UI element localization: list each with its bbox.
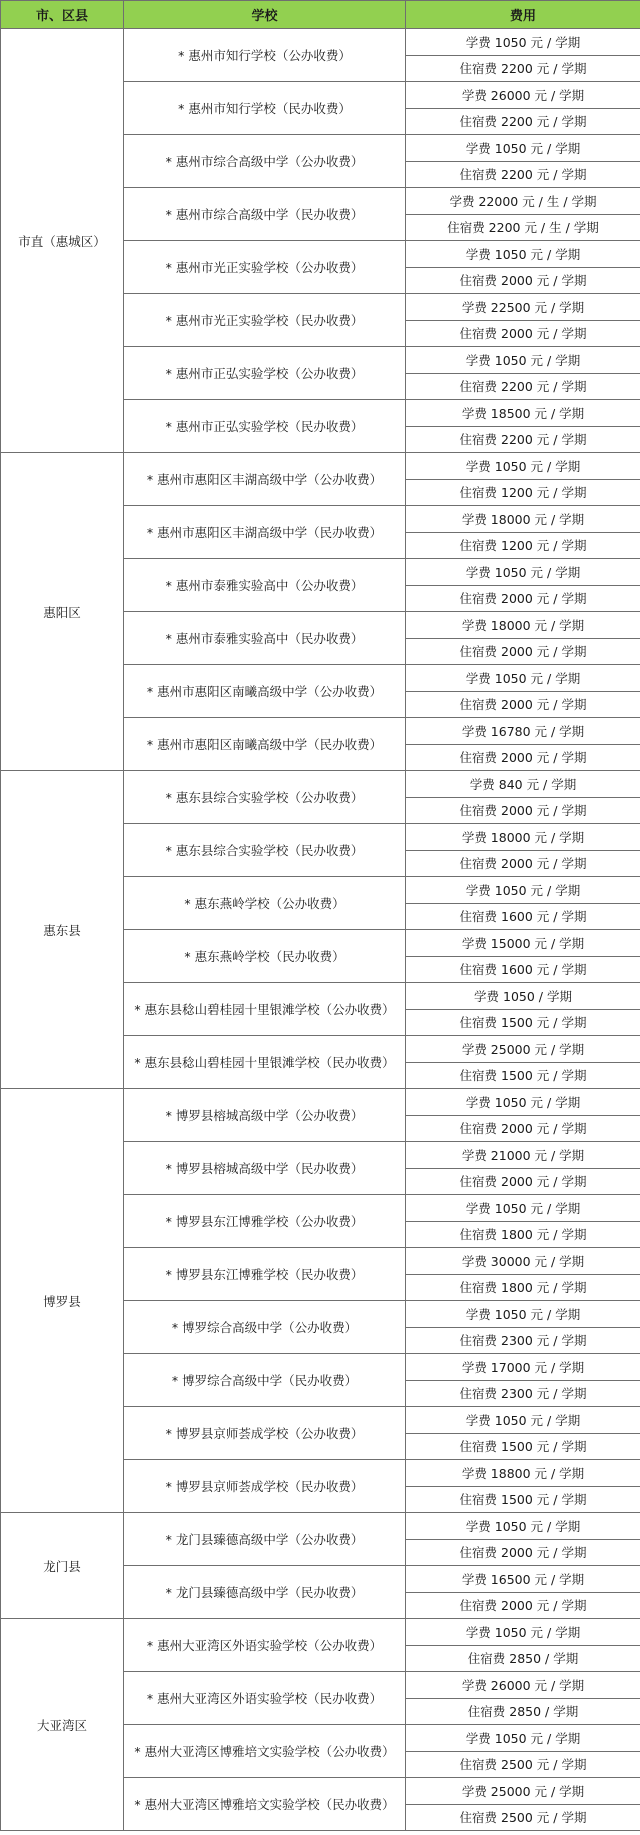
boarding-fee-cell: 住宿费 1800 元 / 学期 <box>406 1274 640 1301</box>
school-cell: * 博罗县东江博雅学校（公办收费） <box>124 1195 406 1248</box>
school-cell: * 惠东县综合实验学校（公办收费） <box>124 771 406 824</box>
tuition-fee-cell: 学费 26000 元 / 学期 <box>406 1672 640 1699</box>
tuition-fee-cell: 学费 21000 元 / 学期 <box>406 1142 640 1169</box>
table-body <box>1 29 640 1831</box>
tuition-fee-cell: 学费 840 元 / 学期 <box>406 771 640 798</box>
school-cell: * 博罗县东江博雅学校（民办收费） <box>124 1248 406 1301</box>
school-cell: * 惠州市知行学校（公办收费） <box>124 29 406 82</box>
tuition-fee-cell: 学费 1050 元 / 学期 <box>406 559 640 586</box>
boarding-fee-cell: 住宿费 2200 元 / 学期 <box>406 55 640 82</box>
boarding-fee-cell: 住宿费 2000 元 / 学期 <box>406 691 640 718</box>
school-cell: * 惠州市惠阳区丰湖高级中学（公办收费） <box>124 453 406 506</box>
boarding-fee-cell: 住宿费 2000 元 / 学期 <box>406 744 640 771</box>
school-cell: * 惠东燕岭学校（民办收费） <box>124 930 406 983</box>
boarding-fee-cell: 住宿费 2200 元 / 生 / 学期 <box>406 214 640 241</box>
boarding-fee-cell: 住宿费 1500 元 / 学期 <box>406 1062 640 1089</box>
boarding-fee-cell: 住宿费 2000 元 / 学期 <box>406 1539 640 1566</box>
school-cell: * 博罗综合高级中学（公办收费） <box>124 1301 406 1354</box>
tuition-fee-cell: 学费 16780 元 / 学期 <box>406 718 640 745</box>
school-cell: * 博罗综合高级中学（民办收费） <box>124 1354 406 1407</box>
region-cell: 市直（惠城区） <box>1 29 124 453</box>
tuition-fee-cell: 学费 22500 元 / 学期 <box>406 294 640 321</box>
tuition-fee-cell: 学费 18500 元 / 学期 <box>406 400 640 427</box>
tuition-fee-cell: 学费 1050 元 / 学期 <box>406 241 640 268</box>
table-row <box>1 1089 640 1116</box>
tuition-fee-cell: 学费 25000 元 / 学期 <box>406 1778 640 1805</box>
boarding-fee-cell: 住宿费 2200 元 / 学期 <box>406 108 640 135</box>
tuition-fee-cell: 学费 1050 元 / 学期 <box>406 29 640 56</box>
school-cell: * 惠东县综合实验学校（民办收费） <box>124 824 406 877</box>
boarding-fee-cell: 住宿费 2850 / 学期 <box>406 1645 640 1672</box>
boarding-fee-cell: 住宿费 2000 元 / 学期 <box>406 1115 640 1142</box>
tuition-fee-cell: 学费 1050 元 / 学期 <box>406 877 640 904</box>
boarding-fee-cell: 住宿费 2000 元 / 学期 <box>406 797 640 824</box>
school-cell: * 惠州大亚湾区博雅培文实验学校（公办收费） <box>124 1725 406 1778</box>
tuition-fee-cell: 学费 15000 元 / 学期 <box>406 930 640 957</box>
region-cell: 博罗县 <box>1 1089 124 1513</box>
school-cell: * 惠州市惠阳区南曦高级中学（民办收费） <box>124 718 406 771</box>
tuition-fee-cell: 学费 1050 元 / 学期 <box>406 1513 640 1540</box>
tuition-fee-cell: 学费 1050 元 / 学期 <box>406 1725 640 1752</box>
school-cell: * 惠州市泰雅实验高中（公办收费） <box>124 559 406 612</box>
tuition-fee-cell: 学费 1050 元 / 学期 <box>406 1301 640 1328</box>
tuition-fee-cell: 学费 18800 元 / 学期 <box>406 1460 640 1487</box>
table-row <box>1 771 640 798</box>
boarding-fee-cell: 住宿费 2500 元 / 学期 <box>406 1804 640 1831</box>
region-cell: 惠阳区 <box>1 453 124 771</box>
tuition-fee-cell: 学费 1050 元 / 学期 <box>406 1407 640 1434</box>
school-cell: * 惠州市惠阳区南曦高级中学（公办收费） <box>124 665 406 718</box>
school-cell: * 惠州市正弘实验学校（民办收费） <box>124 400 406 453</box>
school-cell: * 龙门县臻德高级中学（民办收费） <box>124 1566 406 1619</box>
tuition-fee-cell: 学费 1050 / 学期 <box>406 983 640 1010</box>
school-cell: * 惠州市正弘实验学校（公办收费） <box>124 347 406 400</box>
boarding-fee-cell: 住宿费 1800 元 / 学期 <box>406 1221 640 1248</box>
school-cell: * 惠州市综合高级中学（民办收费） <box>124 188 406 241</box>
tuition-fee-cell: 学费 18000 元 / 学期 <box>406 612 640 639</box>
boarding-fee-cell: 住宿费 2200 元 / 学期 <box>406 161 640 188</box>
boarding-fee-cell: 住宿费 2300 元 / 学期 <box>406 1327 640 1354</box>
tuition-fee-cell: 学费 18000 元 / 学期 <box>406 824 640 851</box>
boarding-fee-cell: 住宿费 1600 元 / 学期 <box>406 903 640 930</box>
boarding-fee-cell: 住宿费 1500 元 / 学期 <box>406 1486 640 1513</box>
boarding-fee-cell: 住宿费 1200 元 / 学期 <box>406 479 640 506</box>
school-cell: * 惠州市综合高级中学（公办收费） <box>124 135 406 188</box>
tuition-fee-cell: 学费 1050 元 / 学期 <box>406 347 640 374</box>
school-cell: * 博罗县榕城高级中学（民办收费） <box>124 1142 406 1195</box>
region-cell: 龙门县 <box>1 1513 124 1619</box>
boarding-fee-cell: 住宿费 2500 元 / 学期 <box>406 1751 640 1778</box>
table-row <box>1 1619 640 1646</box>
tuition-fee-cell: 学费 22000 元 / 生 / 学期 <box>406 188 640 215</box>
header-school: 学校 <box>124 1 406 29</box>
region-cell: 大亚湾区 <box>1 1619 124 1831</box>
tuition-fee-cell: 学费 1050 元 / 学期 <box>406 1089 640 1116</box>
table-row <box>1 1513 640 1540</box>
boarding-fee-cell: 住宿费 2300 元 / 学期 <box>406 1380 640 1407</box>
tuition-fee-cell: 学费 30000 元 / 学期 <box>406 1248 640 1275</box>
header-region: 市、区县 <box>1 1 124 29</box>
boarding-fee-cell: 住宿费 2200 元 / 学期 <box>406 426 640 453</box>
boarding-fee-cell: 住宿费 2000 元 / 学期 <box>406 267 640 294</box>
school-cell: * 惠东县稔山碧桂园十里银滩学校（公办收费） <box>124 983 406 1036</box>
school-cell: * 博罗县榕城高级中学（公办收费） <box>124 1089 406 1142</box>
school-cell: * 惠州大亚湾区外语实验学校（公办收费） <box>124 1619 406 1672</box>
boarding-fee-cell: 住宿费 1500 元 / 学期 <box>406 1433 640 1460</box>
tuition-fee-cell: 学费 1050 元 / 学期 <box>406 453 640 480</box>
school-cell: * 博罗县京师荟成学校（公办收费） <box>124 1407 406 1460</box>
boarding-fee-cell: 住宿费 2000 元 / 学期 <box>406 850 640 877</box>
boarding-fee-cell: 住宿费 2850 / 学期 <box>406 1698 640 1725</box>
school-cell: * 博罗县京师荟成学校（民办收费） <box>124 1460 406 1513</box>
boarding-fee-cell: 住宿费 1600 元 / 学期 <box>406 956 640 983</box>
school-cell: * 惠州大亚湾区外语实验学校（民办收费） <box>124 1672 406 1725</box>
boarding-fee-cell: 住宿费 2000 元 / 学期 <box>406 638 640 665</box>
tuition-fee-cell: 学费 18000 元 / 学期 <box>406 506 640 533</box>
school-cell: * 惠州大亚湾区博雅培文实验学校（民办收费） <box>124 1778 406 1831</box>
boarding-fee-cell: 住宿费 2000 元 / 学期 <box>406 585 640 612</box>
school-cell: * 惠东县稔山碧桂园十里银滩学校（民办收费） <box>124 1036 406 1089</box>
tuition-fee-cell: 学费 17000 元 / 学期 <box>406 1354 640 1381</box>
boarding-fee-cell: 住宿费 2000 元 / 学期 <box>406 320 640 347</box>
school-cell: * 龙门县臻德高级中学（公办收费） <box>124 1513 406 1566</box>
table-row <box>1 453 640 480</box>
tuition-fee-cell: 学费 1050 元 / 学期 <box>406 1619 640 1646</box>
table-row <box>1 29 640 56</box>
tuition-fee-cell: 学费 26000 元 / 学期 <box>406 82 640 109</box>
school-cell: * 惠州市惠阳区丰湖高级中学（民办收费） <box>124 506 406 559</box>
boarding-fee-cell: 住宿费 2000 元 / 学期 <box>406 1592 640 1619</box>
boarding-fee-cell: 住宿费 1200 元 / 学期 <box>406 532 640 559</box>
school-cell: * 惠东燕岭学校（公办收费） <box>124 877 406 930</box>
boarding-fee-cell: 住宿费 1500 元 / 学期 <box>406 1009 640 1036</box>
tuition-fee-cell: 学费 25000 元 / 学期 <box>406 1036 640 1063</box>
tuition-fee-cell: 学费 1050 元 / 学期 <box>406 135 640 162</box>
region-cell: 惠东县 <box>1 771 124 1089</box>
boarding-fee-cell: 住宿费 2000 元 / 学期 <box>406 1168 640 1195</box>
school-cell: * 惠州市泰雅实验高中（民办收费） <box>124 612 406 665</box>
boarding-fee-cell: 住宿费 2200 元 / 学期 <box>406 373 640 400</box>
header-fee: 费用 <box>406 1 640 29</box>
school-cell: * 惠州市知行学校（民办收费） <box>124 82 406 135</box>
tuition-fee-cell: 学费 1050 元 / 学期 <box>406 665 640 692</box>
tuition-fee-cell: 学费 1050 元 / 学期 <box>406 1195 640 1222</box>
school-cell: * 惠州市光正实验学校（民办收费） <box>124 294 406 347</box>
header-row <box>1 1 640 29</box>
school-cell: * 惠州市光正实验学校（公办收费） <box>124 241 406 294</box>
tuition-fee-cell: 学费 16500 元 / 学期 <box>406 1566 640 1593</box>
